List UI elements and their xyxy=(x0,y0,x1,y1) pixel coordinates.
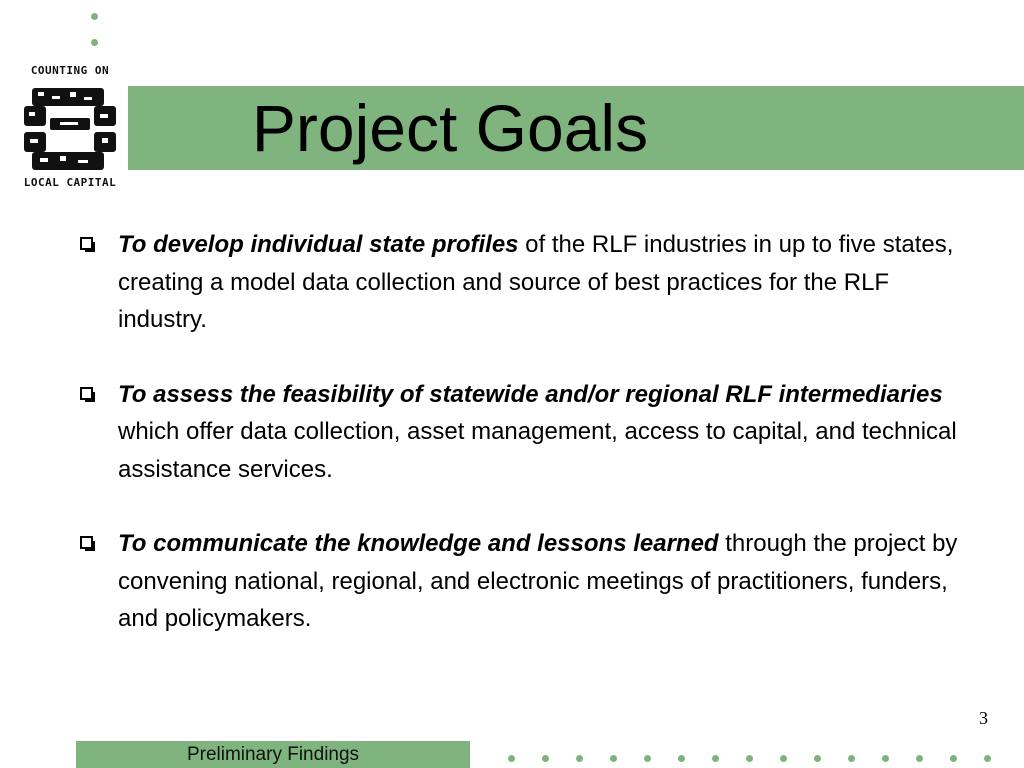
page-number: 3 xyxy=(979,708,988,728)
slide-title xyxy=(128,86,1024,170)
goal-text: through the project by convening national, regional, and electronic meetings of practitioners, funders, and policymakers. xyxy=(118,530,958,632)
decor-dot xyxy=(848,755,855,762)
goal-emphasis: To develop individual state profiles xyxy=(118,231,519,258)
decor-dot xyxy=(814,755,821,762)
slide-body xyxy=(80,226,980,675)
logo-mark-icon xyxy=(20,84,120,174)
decor-dot xyxy=(644,755,651,762)
goal-text: which offer data collection, asset management, access to capital, and technical assistance services. xyxy=(118,418,957,483)
decor-dot xyxy=(91,39,98,46)
slide-title-text: Project Goals xyxy=(251,91,649,165)
decor-dot xyxy=(916,755,923,762)
decor-dot xyxy=(576,755,583,762)
checkbox-bullet-icon xyxy=(80,387,93,400)
decor-dot xyxy=(950,755,957,762)
checkbox-bullet-icon xyxy=(80,237,93,250)
decor-dot xyxy=(91,13,98,20)
decor-dot xyxy=(882,755,889,762)
goal-bullet-1 xyxy=(80,226,980,339)
counting-on-local-capital-logo xyxy=(18,62,122,194)
decor-dot xyxy=(610,755,617,762)
decor-dot xyxy=(712,755,719,762)
decor-dot xyxy=(508,755,515,762)
goal-emphasis: To assess the feasibility of statewide and/or regional RLF intermediaries xyxy=(118,380,943,408)
decor-dot xyxy=(780,755,787,762)
decor-dot xyxy=(542,755,549,762)
logo-bottom-text: LOCAL CAPITAL xyxy=(23,176,117,189)
goal-bullet-2 xyxy=(80,376,980,489)
goal-bullet-3 xyxy=(80,525,980,638)
goal-emphasis: To communicate the knowledge and lessons learned xyxy=(118,530,719,557)
footer-label: Preliminary Findings xyxy=(186,744,360,765)
decor-dot xyxy=(984,755,991,762)
logo-top-text: COUNTING ON xyxy=(30,64,110,77)
decor-dot xyxy=(746,755,753,762)
checkbox-bullet-icon xyxy=(80,536,93,549)
goal-text: of the RLF industries in up to five states, creating a model data collection and source of best practices for the RLF industry. xyxy=(118,231,954,333)
decor-dot xyxy=(678,755,685,762)
